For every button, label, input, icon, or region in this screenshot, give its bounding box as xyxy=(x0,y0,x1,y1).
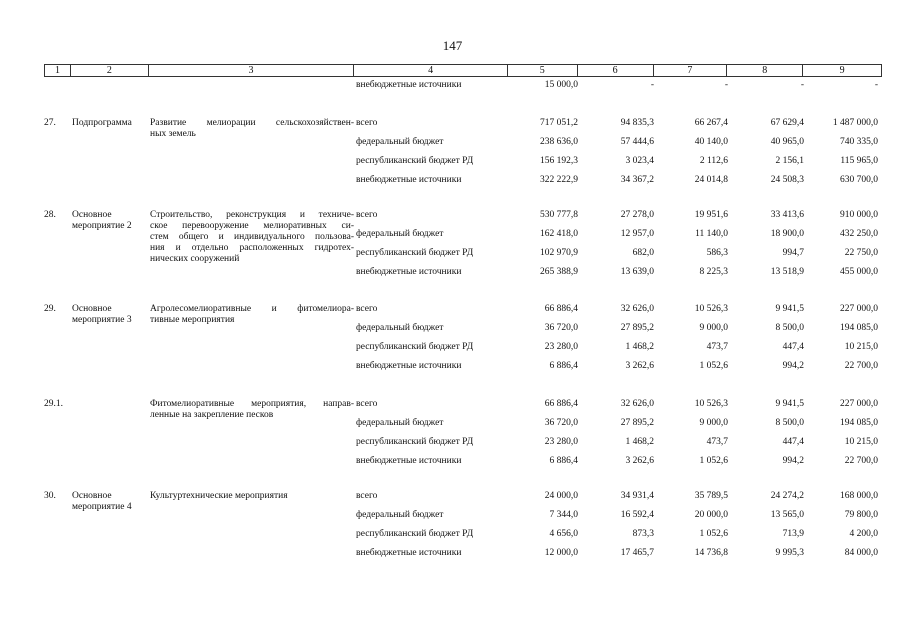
value-col-6: 32 626,0 xyxy=(620,399,654,409)
value-col-8: 67 629,4 xyxy=(770,118,804,128)
value-col-5: 6 886,4 xyxy=(549,456,578,466)
item-name-line: Фитомелиоративные мероприятия, направ- xyxy=(150,399,354,409)
value-col-5: 23 280,0 xyxy=(544,437,578,447)
value-col-8: 994,7 xyxy=(782,248,804,258)
value-col-8: 13 565,0 xyxy=(770,510,804,520)
value-col-8: 13 518,9 xyxy=(770,267,804,277)
value-col-6: 873,3 xyxy=(632,529,654,539)
value-col-9: 168 000,0 xyxy=(840,491,878,501)
col-header-8: 8 xyxy=(727,65,803,76)
value-col-5: 66 886,4 xyxy=(544,399,578,409)
value-col-7: 1 052,6 xyxy=(699,361,728,371)
item-name xyxy=(150,118,354,140)
value-col-8: 447,4 xyxy=(782,437,804,447)
value-col-8: 9 941,5 xyxy=(775,304,804,314)
item-name-line: ных земель xyxy=(150,129,196,139)
prev-row-value-7: - xyxy=(724,80,728,90)
value-col-8: 713,9 xyxy=(782,529,804,539)
item-type: Основное мероприятие 4 xyxy=(72,491,132,512)
funding-source: республиканский бюджет РД xyxy=(356,248,474,258)
item-name-line: Развитие мелиорации сельскохозяйствен- xyxy=(150,118,354,128)
value-col-7: 19 951,6 xyxy=(694,210,728,220)
value-col-9: 227 000,0 xyxy=(840,304,878,314)
value-col-8: 994,2 xyxy=(782,456,804,466)
page-number: 147 xyxy=(442,38,463,53)
funding-source: республиканский бюджет РД xyxy=(356,342,474,352)
value-col-5: 24 000,0 xyxy=(544,491,578,501)
value-col-7: 8 225,3 xyxy=(699,267,728,277)
value-col-5: 36 720,0 xyxy=(544,418,578,428)
value-col-6: 94 835,3 xyxy=(620,118,654,128)
prev-row-value-8: - xyxy=(800,80,804,90)
item-name xyxy=(150,491,354,502)
value-col-8: 24 508,3 xyxy=(770,175,804,185)
value-col-8: 994,2 xyxy=(782,361,804,371)
prev-row-source: внебюджетные источники xyxy=(356,80,462,90)
funding-source: всего xyxy=(356,491,378,501)
value-col-5: 4 656,0 xyxy=(549,529,578,539)
value-col-7: 10 526,3 xyxy=(694,304,728,314)
value-col-8: 8 500,0 xyxy=(775,323,804,333)
funding-source: республиканский бюджет РД xyxy=(356,529,474,539)
value-col-5: 530 777,8 xyxy=(540,210,578,220)
item-type: Основное мероприятие 2 xyxy=(72,210,132,231)
value-col-7: 2 112,6 xyxy=(699,156,728,166)
value-col-6: 3 262,6 xyxy=(625,361,654,371)
value-col-7: 1 052,6 xyxy=(699,529,728,539)
value-col-7: 473,7 xyxy=(706,342,728,352)
value-col-5: 23 280,0 xyxy=(544,342,578,352)
value-col-9: 79 800,0 xyxy=(844,510,878,520)
value-col-9: 22 750,0 xyxy=(844,248,878,258)
value-col-9: 910 000,0 xyxy=(840,210,878,220)
item-number: 28. xyxy=(44,210,56,220)
value-col-6: 1 468,2 xyxy=(625,342,654,352)
item-name-line: Строительство, реконструкция и техниче- xyxy=(150,210,354,220)
funding-source: внебюджетные источники xyxy=(356,267,462,277)
value-col-6: 27 278,0 xyxy=(620,210,654,220)
value-col-6: 57 444,6 xyxy=(620,137,654,147)
value-col-6: 27 895,2 xyxy=(620,323,654,333)
funding-source: всего xyxy=(356,210,378,220)
value-col-5: 6 886,4 xyxy=(549,361,578,371)
value-col-7: 9 000,0 xyxy=(699,418,728,428)
value-col-7: 9 000,0 xyxy=(699,323,728,333)
value-col-6: 682,0 xyxy=(632,248,654,258)
funding-source: всего xyxy=(356,304,378,314)
col-header-2: 2 xyxy=(71,65,149,76)
item-name xyxy=(150,304,354,326)
item-type: Подпрограмма xyxy=(72,118,132,128)
value-col-6: 34 931,4 xyxy=(620,491,654,501)
funding-source: федеральный бюджет xyxy=(356,137,444,147)
value-col-9: 1 487 000,0 xyxy=(832,118,878,128)
value-col-5: 265 388,9 xyxy=(540,267,578,277)
value-col-5: 162 418,0 xyxy=(540,229,578,239)
value-col-9: 630 700,0 xyxy=(840,175,878,185)
funding-source: федеральный бюджет xyxy=(356,323,444,333)
funding-source: федеральный бюджет xyxy=(356,229,444,239)
value-col-5: 322 222,9 xyxy=(540,175,578,185)
item-number: 27. xyxy=(44,118,56,128)
value-col-9: 22 700,0 xyxy=(844,456,878,466)
item-number: 29. xyxy=(44,304,56,314)
item-name-line: тивные мероприятия xyxy=(150,315,235,325)
value-col-6: 27 895,2 xyxy=(620,418,654,428)
item-type: Основное мероприятие 3 xyxy=(72,304,132,325)
funding-source: республиканский бюджет РД xyxy=(356,437,474,447)
value-col-6: 16 592,4 xyxy=(620,510,654,520)
funding-source: внебюджетные источники xyxy=(356,456,462,466)
value-col-7: 11 140,0 xyxy=(695,229,728,239)
funding-source: всего xyxy=(356,118,378,128)
funding-source: федеральный бюджет xyxy=(356,418,444,428)
value-col-9: 4 200,0 xyxy=(849,529,878,539)
col-header-9: 9 xyxy=(839,65,845,76)
col-header-6: 6 xyxy=(578,65,654,76)
value-col-6: 13 639,0 xyxy=(620,267,654,277)
value-col-9: 10 215,0 xyxy=(844,437,878,447)
value-col-7: 1 052,6 xyxy=(699,456,728,466)
value-col-9: 227 000,0 xyxy=(840,399,878,409)
value-col-6: 3 023,4 xyxy=(625,156,654,166)
value-col-7: 40 140,0 xyxy=(694,137,728,147)
col-header-4: 4 xyxy=(354,65,508,76)
value-col-9: 10 215,0 xyxy=(844,342,878,352)
prev-row-value-6: - xyxy=(650,80,654,90)
prev-row-value-5: 15 000,0 xyxy=(544,80,578,90)
value-col-7: 10 526,3 xyxy=(694,399,728,409)
funding-source: федеральный бюджет xyxy=(356,510,444,520)
item-name-line: ленные на закрепление песков xyxy=(150,410,274,420)
funding-source: республиканский бюджет РД xyxy=(356,156,474,166)
value-col-6: 17 465,7 xyxy=(620,548,654,558)
funding-source: всего xyxy=(356,399,378,409)
table-header xyxy=(44,64,882,77)
value-col-9: 740 335,0 xyxy=(840,137,878,147)
value-col-7: 586,3 xyxy=(706,248,728,258)
value-col-8: 8 500,0 xyxy=(775,418,804,428)
item-number: 30. xyxy=(44,491,56,501)
value-col-6: 1 468,2 xyxy=(625,437,654,447)
col-header-5: 5 xyxy=(508,65,578,76)
value-col-6: 3 262,6 xyxy=(625,456,654,466)
value-col-7: 473,7 xyxy=(706,437,728,447)
value-col-5: 66 886,4 xyxy=(544,304,578,314)
value-col-8: 9 941,5 xyxy=(775,399,804,409)
item-name xyxy=(150,210,354,265)
value-col-8: 9 995,3 xyxy=(775,548,804,558)
value-col-5: 238 636,0 xyxy=(540,137,578,147)
value-col-8: 33 413,6 xyxy=(770,210,804,220)
value-col-9: 194 085,0 xyxy=(840,323,878,333)
value-col-9: 115 965,0 xyxy=(840,156,878,166)
col-header-1: 1 xyxy=(45,65,71,76)
value-col-7: 35 789,5 xyxy=(694,491,728,501)
value-col-9: 84 000,0 xyxy=(844,548,878,558)
value-col-7: 20 000,0 xyxy=(694,510,728,520)
item-name-line: стем общего и индивидуального пользова- xyxy=(150,232,354,242)
funding-source: внебюджетные источники xyxy=(356,361,462,371)
value-col-8: 447,4 xyxy=(782,342,804,352)
value-col-9: 455 000,0 xyxy=(840,267,878,277)
item-name-line: ское перевооружение мелиоративных си- xyxy=(150,221,354,231)
value-col-5: 7 344,0 xyxy=(549,510,578,520)
value-col-9: 194 085,0 xyxy=(840,418,878,428)
item-name-line: Культуртехнические мероприятия xyxy=(150,491,288,501)
value-col-6: 34 367,2 xyxy=(620,175,654,185)
value-col-8: 18 900,0 xyxy=(770,229,804,239)
funding-source: внебюджетные источники xyxy=(356,175,462,185)
item-name-line: нических сооружений xyxy=(150,254,240,264)
value-col-5: 156 192,3 xyxy=(540,156,578,166)
item-name-line: Агролесомелиоративные и фитомелиора- xyxy=(150,304,354,314)
value-col-6: 32 626,0 xyxy=(620,304,654,314)
item-number: 29.1. xyxy=(44,399,63,409)
value-col-7: 14 736,8 xyxy=(694,548,728,558)
col-header-3: 3 xyxy=(149,65,355,76)
value-col-6: 12 957,0 xyxy=(620,229,654,239)
value-col-5: 717 051,2 xyxy=(540,118,578,128)
value-col-5: 12 000,0 xyxy=(544,548,578,558)
col-header-7: 7 xyxy=(654,65,728,76)
prev-row-value-9: - xyxy=(874,80,878,90)
value-col-7: 66 267,4 xyxy=(694,118,728,128)
funding-source: внебюджетные источники xyxy=(356,548,462,558)
value-col-5: 36 720,0 xyxy=(544,323,578,333)
value-col-7: 24 014,8 xyxy=(694,175,728,185)
item-name-line: ния и отдельно расположенных гидротех- xyxy=(150,243,354,253)
value-col-8: 24 274,2 xyxy=(770,491,804,501)
value-col-9: 432 250,0 xyxy=(840,229,878,239)
item-name xyxy=(150,399,354,421)
value-col-8: 40 965,0 xyxy=(770,137,804,147)
value-col-8: 2 156,1 xyxy=(775,156,804,166)
value-col-5: 102 970,9 xyxy=(540,248,578,258)
value-col-9: 22 700,0 xyxy=(844,361,878,371)
